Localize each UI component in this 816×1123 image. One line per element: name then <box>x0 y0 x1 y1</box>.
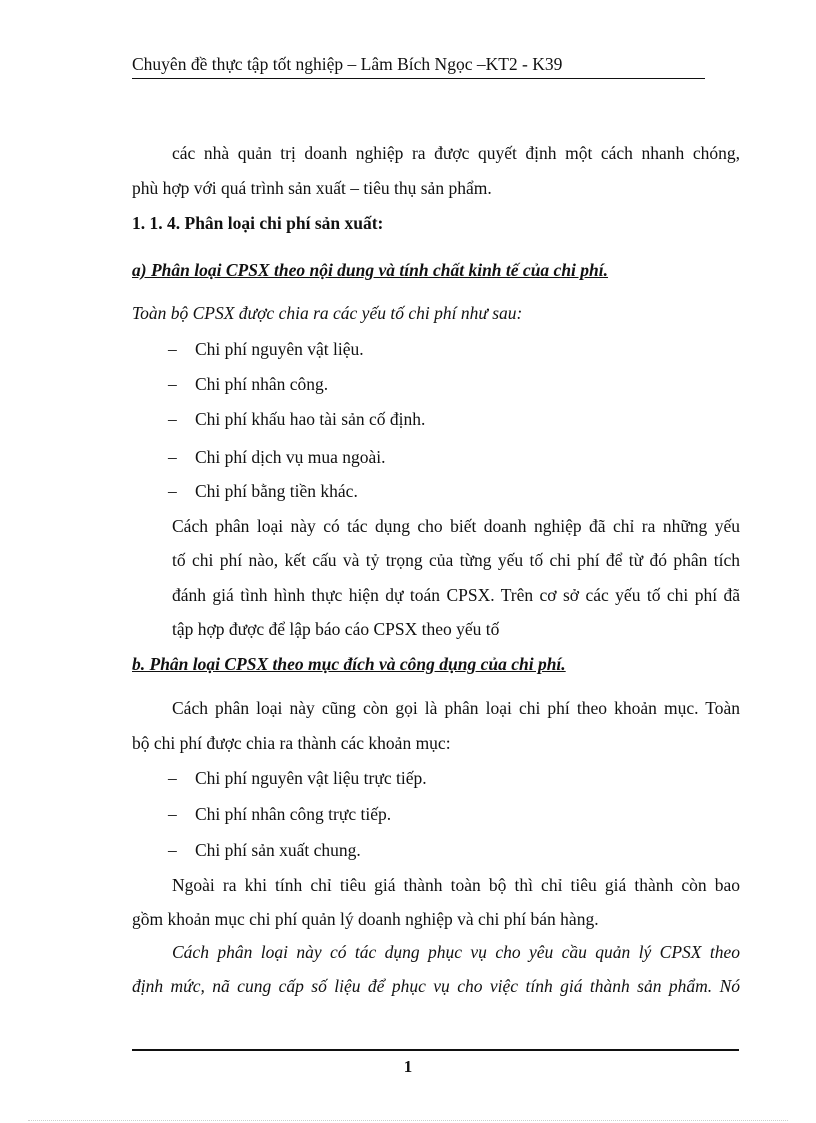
paragraph-line: Cách phân loại này có tác dụng phục vụ cho yêu cầu quản lý CPSX theo <box>172 942 740 962</box>
list-bullet: – <box>168 768 177 788</box>
list-bullet: – <box>168 409 177 429</box>
list-bullet: – <box>168 374 177 394</box>
subsection-b-heading: b. Phân loại CPSX theo mục đích và công dụng của chi phí. <box>132 654 566 674</box>
page-header: Chuyên đề thực tập tốt nghiệp – Lâm Bích Ngọc –KT2 - K39 <box>132 52 705 79</box>
paragraph-line: tập hợp được để lập báo cáo CPSX theo yếu tố <box>172 619 500 639</box>
list-item: Chi phí nhân công trực tiếp. <box>195 804 392 824</box>
list-item: Chi phí nguyên vật liệu trực tiếp. <box>195 768 427 788</box>
subsection-a-heading: a) Phân loại CPSX theo nội dung và tính chất kinh tế của chi phí. <box>132 260 609 280</box>
list-bullet: – <box>168 339 177 359</box>
paragraph-line: Cách phân loại này cũng còn gọi là phân loại chi phí theo khoản mục. Toàn <box>172 698 740 718</box>
paragraph-line: bộ chi phí được chia ra thành các khoản mục: <box>132 733 451 753</box>
paragraph-line: các nhà quản trị doanh nghiệp ra được quyết định một cách nhanh chóng, <box>172 143 740 163</box>
list-item: Chi phí bằng tiền khác. <box>195 481 358 501</box>
paragraph-line: đánh giá tình hình thực hiện dự toán CPSX. Trên cơ sở các yếu tố chi phí đã <box>172 585 740 605</box>
list-item: Chi phí khấu hao tài sản cố định. <box>195 409 426 429</box>
list-bullet: – <box>168 447 177 467</box>
list-item: Chi phí sản xuất chung. <box>195 840 361 860</box>
paragraph-line: Ngoài ra khi tính chỉ tiêu giá thành toàn bộ thì chỉ tiêu giá thành còn bao <box>172 875 740 895</box>
list-bullet: – <box>168 481 177 501</box>
page-edge-divider <box>28 1120 788 1121</box>
list-item: Chi phí nhân công. <box>195 374 329 394</box>
paragraph-line: tố chi phí nào, kết cấu và tỷ trọng của từng yếu tố chi phí để từ đó phân tích <box>172 550 740 570</box>
page-number: 1 <box>403 1057 413 1076</box>
section-heading: 1. 1. 4. Phân loại chi phí sản xuất: <box>132 213 384 233</box>
paragraph-line: Cách phân loại này có tác dụng cho biết doanh nghiệp đã chỉ ra những yếu <box>172 516 740 536</box>
paragraph-line: gồm khoản mục chi phí quản lý doanh nghiệp và chi phí bán hàng. <box>132 909 599 929</box>
footer-rule <box>132 1049 739 1051</box>
list-bullet: – <box>168 804 177 824</box>
paragraph-line: phù hợp với quá trình sản xuất – tiêu thụ sản phẩm. <box>132 178 492 198</box>
list-bullet: – <box>168 840 177 860</box>
intro-a: Toàn bộ CPSX được chia ra các yếu tố chi phí như sau: <box>132 303 523 323</box>
list-item: Chi phí dịch vụ mua ngoài. <box>195 447 386 467</box>
list-item: Chi phí nguyên vật liệu. <box>195 339 364 359</box>
paragraph-line: định mức, nã cung cấp số liệu để phục vụ cho việc tính giá thành sản phẩm. Nó <box>132 976 740 996</box>
